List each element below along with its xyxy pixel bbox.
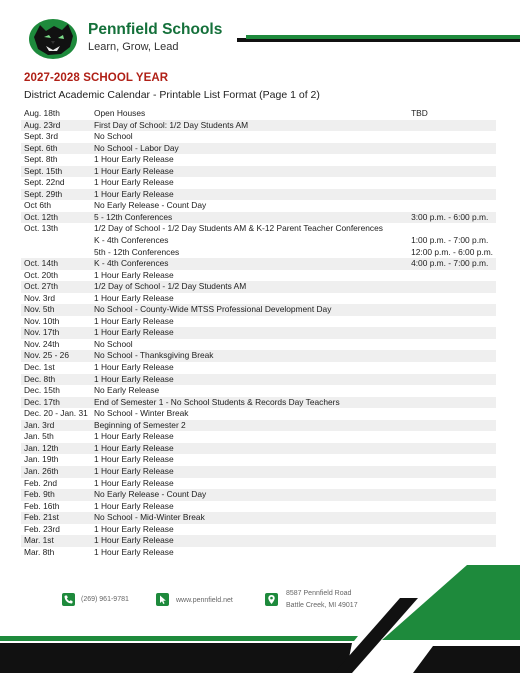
calendar-row bbox=[21, 270, 496, 282]
event-description: 1 Hour Early Release bbox=[94, 523, 174, 534]
event-date: Sept. 29th bbox=[21, 189, 91, 201]
event-date: Oct. 13th bbox=[24, 223, 58, 234]
event-time bbox=[408, 223, 496, 258]
calendar-row bbox=[21, 431, 496, 443]
calendar-row bbox=[21, 166, 496, 178]
footer-green-line bbox=[0, 636, 358, 641]
event-date: Jan. 5th bbox=[24, 431, 54, 442]
calendar-row bbox=[21, 350, 496, 362]
calendar-row bbox=[21, 189, 496, 201]
event-date: Oct. 27th bbox=[21, 281, 91, 293]
event-date: Sept. 8th bbox=[24, 154, 58, 165]
phone-icon bbox=[62, 593, 75, 606]
event-description: No School bbox=[94, 338, 133, 349]
event-time bbox=[408, 512, 496, 524]
footer-website[interactable]: www.pennfield.net bbox=[176, 597, 233, 604]
event-time bbox=[408, 131, 496, 143]
event-description: No School - Thanksgiving Break bbox=[91, 350, 408, 362]
calendar-row bbox=[21, 143, 496, 155]
event-time bbox=[408, 327, 496, 339]
event-date: Sept. 22nd bbox=[24, 177, 65, 188]
event-description: No Early Release bbox=[94, 385, 160, 396]
event-date: Mar. 1st bbox=[21, 535, 91, 547]
event-date: Nov. 24th bbox=[24, 338, 60, 349]
event-description: 5 - 12th Conferences bbox=[91, 212, 408, 224]
event-time: TBD bbox=[411, 108, 428, 118]
event-description: 1 Hour Early Release bbox=[94, 315, 174, 326]
event-time bbox=[408, 189, 496, 201]
event-time: 4:00 p.m. - 7:00 p.m. bbox=[408, 258, 496, 270]
event-date: Oct. 12th bbox=[21, 212, 91, 224]
event-description: 1 Hour Early Release bbox=[91, 466, 408, 478]
map-pin-icon bbox=[265, 593, 278, 606]
event-time bbox=[408, 420, 496, 432]
calendar-row bbox=[21, 385, 496, 397]
calendar-row bbox=[21, 478, 496, 490]
event-time bbox=[408, 304, 496, 316]
calendar-row bbox=[21, 397, 496, 409]
event-time bbox=[408, 501, 496, 513]
calendar-row bbox=[21, 489, 496, 501]
event-time bbox=[408, 350, 496, 362]
calendar-row bbox=[21, 454, 496, 466]
event-description: K - 4th Conferences bbox=[91, 258, 408, 270]
event-description: 1 Hour Early Release bbox=[91, 166, 408, 178]
calendar-row bbox=[21, 339, 496, 351]
event-time bbox=[408, 385, 496, 397]
calendar-row bbox=[21, 443, 496, 455]
event-date: Nov. 3rd bbox=[24, 292, 56, 303]
event-date: Nov. 5th bbox=[21, 304, 91, 316]
cursor-icon bbox=[156, 593, 169, 606]
header-stripe-green bbox=[246, 35, 520, 39]
event-description-line: K - 4th Conferences bbox=[94, 235, 169, 246]
event-description: No School - Mid-Winter Break bbox=[91, 512, 408, 524]
event-date: Dec. 17th bbox=[21, 397, 91, 409]
event-date: Dec. 15th bbox=[24, 385, 60, 396]
footer-phone[interactable]: (269) 961-9781 bbox=[81, 596, 129, 603]
event-date: Jan. 26th bbox=[21, 466, 91, 478]
event-date: Feb. 9th bbox=[21, 489, 91, 501]
event-time bbox=[408, 397, 496, 409]
event-description: 1 Hour Early Release bbox=[94, 500, 174, 511]
event-time bbox=[408, 489, 496, 501]
page-subtitle: District Academic Calendar - Printable List Format (Page 1 of 2) bbox=[24, 89, 320, 101]
calendar-row bbox=[21, 327, 496, 339]
event-description: No Early Release - Count Day bbox=[91, 489, 408, 501]
calendar-row bbox=[21, 420, 496, 432]
calendar-row bbox=[21, 374, 496, 386]
event-date: Jan. 12th bbox=[21, 443, 91, 455]
event-description bbox=[91, 223, 408, 258]
event-date: Jan. 3rd bbox=[21, 420, 91, 432]
event-description: 1 Hour Early Release bbox=[91, 189, 408, 201]
calendar-row bbox=[21, 316, 496, 328]
event-time bbox=[408, 200, 496, 212]
calendar-row bbox=[21, 408, 496, 420]
event-date: Oct. 14th bbox=[21, 258, 91, 270]
event-date: Nov. 17th bbox=[21, 327, 91, 339]
event-description: 1 Hour Early Release bbox=[94, 362, 174, 373]
event-description: 1 Hour Early Release bbox=[91, 374, 408, 386]
event-date: Aug. 23rd bbox=[21, 120, 91, 132]
event-time bbox=[408, 166, 496, 178]
calendar-row bbox=[21, 131, 496, 143]
event-date: Feb. 2nd bbox=[24, 477, 58, 488]
event-date: Jan. 19th bbox=[24, 454, 59, 465]
event-time bbox=[408, 431, 496, 443]
event-date: Dec. 20 - Jan. 31 bbox=[24, 408, 88, 419]
event-description: 1 Hour Early Release bbox=[94, 454, 174, 465]
panther-logo-icon bbox=[28, 17, 78, 61]
event-time bbox=[408, 466, 496, 478]
event-description: 1 Hour Early Release bbox=[94, 477, 174, 488]
event-time bbox=[408, 535, 496, 547]
event-date: Oct. 20th bbox=[24, 269, 58, 280]
event-description-line: 5th - 12th Conferences bbox=[94, 246, 180, 257]
event-description: 1 Hour Early Release bbox=[94, 177, 174, 188]
event-description: 1 Hour Early Release bbox=[91, 535, 408, 547]
calendar-row bbox=[21, 512, 496, 524]
event-date: Feb. 16th bbox=[24, 500, 60, 511]
calendar-row bbox=[21, 223, 496, 258]
page-title: 2027-2028 SCHOOL YEAR bbox=[24, 72, 169, 84]
event-description: 1 Hour Early Release bbox=[91, 443, 408, 455]
event-time bbox=[408, 443, 496, 455]
event-time bbox=[408, 408, 496, 420]
calendar-row bbox=[21, 547, 496, 559]
event-time bbox=[408, 270, 496, 282]
calendar-row bbox=[21, 362, 496, 374]
event-description: 1 Hour Early Release bbox=[94, 154, 174, 165]
footer-black-band bbox=[0, 643, 352, 673]
event-time bbox=[408, 362, 496, 374]
event-time-line bbox=[411, 223, 493, 235]
event-time: 3:00 p.m. - 6:00 p.m. bbox=[408, 212, 496, 224]
event-time bbox=[408, 316, 496, 328]
footer-address-line1: 8587 Pennfield Road bbox=[286, 590, 352, 597]
event-date: Mar. 8th bbox=[24, 546, 55, 557]
event-time bbox=[408, 339, 496, 351]
calendar-row bbox=[21, 154, 496, 166]
calendar-row bbox=[21, 120, 496, 132]
calendar-row bbox=[21, 177, 496, 189]
event-time-line: 1:00 p.m. - 7:00 p.m. bbox=[411, 235, 489, 246]
footer-graphics bbox=[0, 560, 520, 673]
calendar-row bbox=[21, 293, 496, 305]
footer-black-corner bbox=[413, 646, 520, 673]
calendar-row bbox=[21, 258, 496, 270]
calendar-row bbox=[21, 108, 496, 120]
event-description: 1/2 Day of School - 1/2 Day Students AM bbox=[91, 281, 408, 293]
event-time bbox=[408, 154, 496, 166]
event-date: Sept. 6th bbox=[21, 143, 91, 155]
event-description: Beginning of Semester 2 bbox=[91, 420, 408, 432]
event-date: Sept. 3rd bbox=[24, 131, 58, 142]
event-time bbox=[408, 374, 496, 386]
event-date: Feb. 21st bbox=[21, 512, 91, 524]
event-time bbox=[408, 478, 496, 490]
calendar-row bbox=[21, 212, 496, 224]
event-description: First Day of School: 1/2 Day Students AM bbox=[91, 120, 408, 132]
event-date: Oct 6th bbox=[24, 200, 51, 211]
event-description: 1 Hour Early Release bbox=[94, 269, 174, 280]
calendar-row bbox=[21, 524, 496, 536]
calendar-row bbox=[21, 304, 496, 316]
event-date: Dec. 8th bbox=[21, 374, 91, 386]
event-description: End of Semester 1 - No School Students & Records Day Teachers bbox=[91, 397, 408, 409]
event-time-line: 12:00 p.m. - 6:00 p.m. bbox=[411, 246, 493, 257]
calendar-row bbox=[21, 466, 496, 478]
event-description: No School - Labor Day bbox=[91, 143, 408, 155]
calendar-row bbox=[21, 501, 496, 513]
event-time bbox=[408, 293, 496, 305]
event-description: No School - Winter Break bbox=[94, 408, 189, 419]
event-date: Aug. 18th bbox=[24, 108, 60, 118]
calendar-row bbox=[21, 281, 496, 293]
calendar-row bbox=[21, 200, 496, 212]
event-description: 1 Hour Early Release bbox=[94, 546, 174, 557]
event-time bbox=[408, 143, 496, 155]
brand-tagline: Learn, Grow, Lead bbox=[88, 41, 179, 53]
event-description: Open Houses bbox=[94, 108, 146, 118]
calendar-table bbox=[21, 108, 496, 558]
brand-name: Pennfield Schools bbox=[88, 21, 223, 38]
event-date: Nov. 25 - 26 bbox=[21, 350, 91, 362]
event-date: Dec. 1st bbox=[24, 362, 55, 373]
calendar-row bbox=[21, 535, 496, 547]
event-description: 1 Hour Early Release bbox=[91, 327, 408, 339]
footer-address-line2: Battle Creek, MI 49017 bbox=[286, 602, 358, 609]
event-time bbox=[408, 120, 496, 132]
event-description-line: 1/2 Day of School - 1/2 Day Students AM & K-12 Parent Teacher Conferences bbox=[94, 223, 383, 234]
event-description: 1 Hour Early Release bbox=[94, 292, 174, 303]
event-description: 1 Hour Early Release bbox=[94, 431, 174, 442]
event-time bbox=[408, 454, 496, 466]
event-date: Nov. 10th bbox=[24, 315, 60, 326]
event-time bbox=[408, 177, 496, 189]
event-description: No School - County-Wide MTSS Professional Development Day bbox=[91, 304, 408, 316]
event-time bbox=[408, 524, 496, 536]
event-time bbox=[408, 281, 496, 293]
event-description: No School bbox=[94, 131, 133, 142]
event-date: Sept. 15th bbox=[21, 166, 91, 178]
event-description: No Early Release - Count Day bbox=[94, 200, 207, 211]
event-time bbox=[408, 547, 496, 559]
event-date: Feb. 23rd bbox=[24, 523, 60, 534]
